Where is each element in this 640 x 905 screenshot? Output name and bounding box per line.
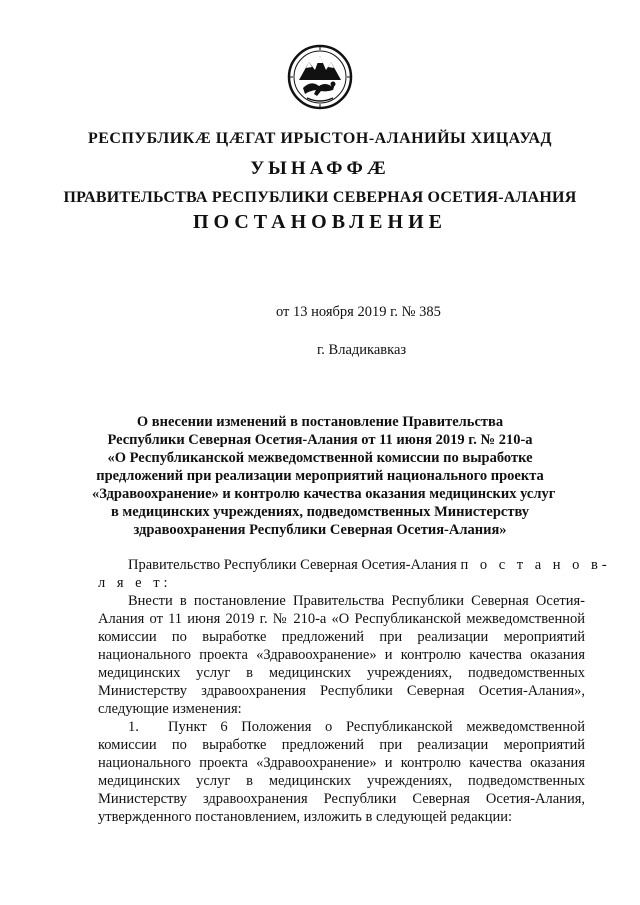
preamble-text: Правительство Республики Северная Осетия-Алания (128, 557, 457, 573)
item-number: 1. (128, 719, 139, 735)
item-line (98, 718, 585, 736)
title-line: О внесении изменений в постановление Правительства (136, 414, 504, 430)
item-line: Министерству здравоохранения Республики Северная Осетия-Алания, (98, 791, 585, 807)
paragraph-line: Алания от 11 июня 2019 г. № 210-а «О Республиканской межведомственной (98, 611, 585, 627)
coat-of-arms-emblem (287, 44, 353, 110)
paragraph-line: медицинских услуг в медицинских учреждениях, подведомственных (98, 665, 585, 681)
item-line: медицинских услуг в медицинских учреждениях, подведомственных (98, 773, 585, 789)
title-line: здравоохранения Республики Северная Осетия-Алания» (133, 522, 507, 538)
decree-title (92, 413, 556, 539)
decree-date-number: от 13 ноября 2019 г. № 385 (276, 304, 441, 320)
header-government: ПРАВИТЕЛЬСТВА РЕСПУБЛИКИ СЕВЕРНАЯ ОСЕТИЯ-АЛАНИЯ (63, 189, 577, 206)
paragraph-line: национального проекта «Здравоохранение» и контролю качества оказания (98, 647, 585, 663)
title-line: Республики Северная Осетия-Алания от 11 июня 2019 г. № 210-а (107, 432, 533, 448)
decree-city: г. Владикавказ (317, 342, 407, 358)
paragraph-line: Внести в постановление Правительства Республики Северная Осетия- (128, 593, 585, 609)
preamble-resolves: п о с т а н о в- (460, 557, 611, 573)
preamble-resolves-end: л я е т: (98, 575, 172, 591)
title-line: предложений при реализации мероприятий национального проекта (96, 468, 544, 484)
preamble-line (98, 556, 611, 574)
item-line: комиссии по выработке предложений при реализации мероприятий (98, 737, 585, 753)
item-line: утвержденного постановлением, изложить в следующей редакции: (98, 809, 513, 825)
header-ossetian-government: РЕСПУБЛИКӔ ЦӔГАТ ИРЫСТОН-АЛАНИЙЫ ХИЦАУАД (87, 130, 553, 147)
item-text: Пункт 6 Положения о Республиканской межведомственной (168, 719, 585, 735)
title-line: «Здравоохранение» и контролю качества оказания медицинских услуг (92, 486, 556, 502)
item-line: национального проекта «Здравоохранение» и контролю качества оказания (98, 755, 585, 771)
decree-body (98, 556, 611, 826)
title-line: в медицинских учреждениях, подведомственных Министерству (110, 504, 530, 520)
header-decree: ПОСТАНОВЛЕНИЕ (193, 211, 447, 233)
paragraph-line: комиссии по выработке предложений при реализации мероприятий (98, 629, 585, 645)
paragraph-line: следующие изменения: (98, 701, 242, 717)
title-line: «О Республиканской межведомственной комиссии по выработке (107, 450, 533, 466)
paragraph-line: Министерству здравоохранения Республики Северная Осетия-Алания», (98, 683, 585, 699)
header-decree-ossetian: УЫНАФФӔ (250, 158, 390, 179)
